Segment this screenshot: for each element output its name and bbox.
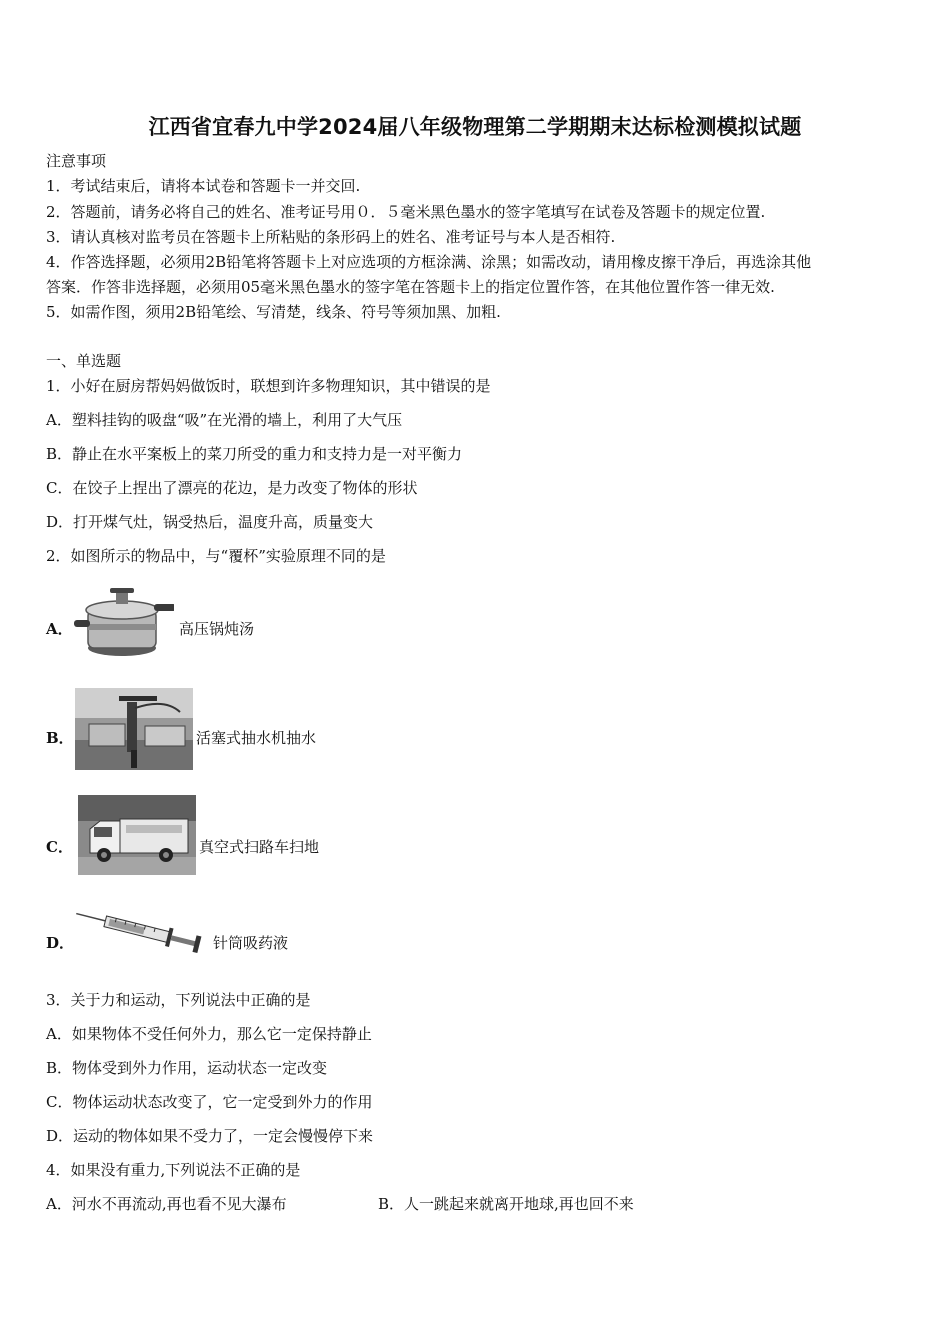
- notice-item: 3．请认真核对监考员在答题卡上所粘贴的条形码上的姓名、准考证号与本人是否相符.: [46, 228, 616, 246]
- question-option: B．物体受到外力作用，运动状态一定改变: [46, 1059, 328, 1077]
- question-option: C．在饺子上捏出了漂亮的花边，是力改变了物体的形状: [46, 479, 418, 497]
- notice-item: 答案．作答非选择题，必须用05毫米黑色墨水的签字笔在答题卡上的指定位置作答，在其他位置作答一律无效.: [46, 278, 775, 296]
- option-text: 真空式扫路车扫地: [199, 838, 320, 856]
- question-option: A．河水不再流动,再也看不见大瀑布: [46, 1195, 287, 1213]
- notice-heading: 注意事项: [46, 152, 107, 170]
- question-option: B．静止在水平案板上的菜刀所受的重力和支持力是一对平衡力: [46, 445, 463, 463]
- option-text: 针筒吸药液: [213, 934, 289, 952]
- notice-item: 1．考试结束后，请将本试卷和答题卡一并交回.: [46, 177, 361, 195]
- question-stem: 3．关于力和运动，下列说法中正确的是: [46, 991, 311, 1009]
- question-option: A．塑料挂钩的吸盘“吸”在光滑的墙上，利用了大气压: [46, 411, 403, 429]
- notice-item: 2．答题前，请务必将自己的姓名、准考证号用０．５毫米黑色墨水的签字笔填写在试卷及答题卡的规定位置.: [46, 203, 766, 221]
- question-option: B．人一跳起来就离开地球,再也回不来: [378, 1195, 634, 1213]
- option-label: B．: [46, 729, 74, 747]
- street-sweeper-truck-image: [78, 795, 196, 875]
- option-label: A．: [46, 620, 73, 638]
- option-text: 活塞式抽水机抽水: [196, 729, 317, 747]
- question-option: D．打开煤气灶，锅受热后，温度升高，质量变大: [46, 513, 374, 531]
- option-label: D．: [46, 934, 75, 952]
- pressure-cooker-image: [74, 584, 174, 660]
- notice-item: 4．作答选择题，必须用2B铅笔将答题卡上对应选项的方框涂满、涂黑；如需改动，请用橡皮擦干净后，再选涂其他: [46, 253, 812, 271]
- option-text: 高压锅炖汤: [179, 620, 255, 638]
- notice-item: 5．如需作图，须用2B铅笔绘、写清楚，线条、符号等须加黑、加粗.: [46, 303, 501, 321]
- question-option: D．运动的物体如果不受力了，一定会慢慢停下来: [46, 1127, 374, 1145]
- piston-pump-image: [75, 688, 193, 770]
- question-option: C．物体运动状态改变了，它一定受到外力的作用: [46, 1093, 373, 1111]
- question-stem: 2．如图所示的物品中，与“覆杯”实验原理不同的是: [46, 547, 386, 565]
- syringe-image: [74, 906, 210, 956]
- section-heading: 一、单选题: [46, 352, 122, 370]
- question-stem: 4．如果没有重力,下列说法不正确的是: [46, 1161, 301, 1179]
- page-title: 江西省宜春九中学2024届八年级物理第二学期期末达标检测模拟试题: [148, 115, 802, 139]
- question-option: A．如果物体不受任何外力，那么它一定保持静止: [46, 1025, 372, 1043]
- question-stem: 1．小好在厨房帮妈妈做饭时，联想到许多物理知识，其中错误的是: [46, 377, 491, 395]
- option-label: C．: [46, 838, 73, 856]
